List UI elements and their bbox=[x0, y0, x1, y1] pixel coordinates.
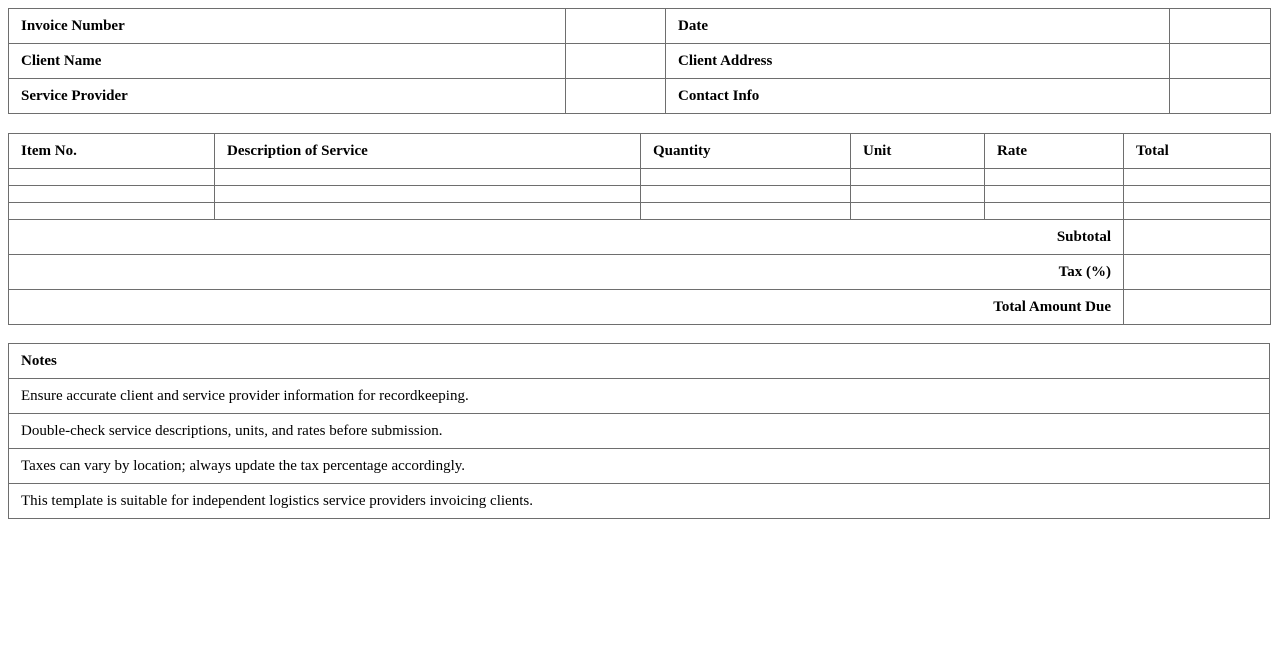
invoice-number-value[interactable] bbox=[566, 9, 666, 44]
total-cell[interactable] bbox=[1124, 186, 1271, 203]
tax-value[interactable] bbox=[1124, 255, 1271, 290]
date-value[interactable] bbox=[1170, 9, 1271, 44]
client-address-label: Client Address bbox=[666, 44, 1170, 79]
info-row-service-provider bbox=[9, 79, 1271, 114]
tax-row bbox=[9, 255, 1271, 290]
rate-cell[interactable] bbox=[985, 169, 1124, 186]
invoice-document bbox=[8, 8, 1270, 519]
client-address-value[interactable] bbox=[1170, 44, 1271, 79]
description-cell[interactable] bbox=[215, 203, 641, 220]
unit-cell[interactable] bbox=[851, 186, 985, 203]
quantity-cell[interactable] bbox=[641, 169, 851, 186]
header-unit: Unit bbox=[851, 134, 985, 169]
total-cell[interactable] bbox=[1124, 203, 1271, 220]
service-provider-value[interactable] bbox=[566, 79, 666, 114]
item-no-cell[interactable] bbox=[9, 203, 215, 220]
client-name-value[interactable] bbox=[566, 44, 666, 79]
line-items-table bbox=[8, 133, 1271, 325]
table-row bbox=[9, 186, 1271, 203]
notes-header-row bbox=[9, 344, 1270, 379]
item-no-cell[interactable] bbox=[9, 169, 215, 186]
quantity-cell[interactable] bbox=[641, 203, 851, 220]
list-item bbox=[9, 414, 1270, 449]
line-items-header-row bbox=[9, 134, 1271, 169]
header-rate: Rate bbox=[985, 134, 1124, 169]
item-no-cell[interactable] bbox=[9, 186, 215, 203]
total-cell[interactable] bbox=[1124, 169, 1271, 186]
description-cell[interactable] bbox=[215, 186, 641, 203]
header-description: Description of Service bbox=[215, 134, 641, 169]
unit-cell[interactable] bbox=[851, 169, 985, 186]
description-cell[interactable] bbox=[215, 169, 641, 186]
tax-label: Tax (%) bbox=[9, 255, 1124, 290]
contact-info-value[interactable] bbox=[1170, 79, 1271, 114]
notes-table bbox=[8, 343, 1270, 519]
subtotal-row bbox=[9, 220, 1271, 255]
subtotal-value[interactable] bbox=[1124, 220, 1271, 255]
notes-title: Notes bbox=[9, 344, 1270, 379]
table-row bbox=[9, 169, 1271, 186]
total-amount-due-label: Total Amount Due bbox=[9, 290, 1124, 325]
info-row-client-name bbox=[9, 44, 1271, 79]
total-amount-due-row bbox=[9, 290, 1271, 325]
contact-info-label: Contact Info bbox=[666, 79, 1170, 114]
list-item bbox=[9, 379, 1270, 414]
rate-cell[interactable] bbox=[985, 186, 1124, 203]
total-amount-due-value[interactable] bbox=[1124, 290, 1271, 325]
list-item bbox=[9, 484, 1270, 519]
service-provider-label: Service Provider bbox=[9, 79, 566, 114]
invoice-number-label: Invoice Number bbox=[9, 9, 566, 44]
quantity-cell[interactable] bbox=[641, 186, 851, 203]
list-item bbox=[9, 449, 1270, 484]
header-item-no: Item No. bbox=[9, 134, 215, 169]
invoice-info-table bbox=[8, 8, 1271, 114]
note-line: Double-check service descriptions, units, and rates before submission. bbox=[9, 414, 1270, 449]
date-label: Date bbox=[666, 9, 1170, 44]
note-line: Taxes can vary by location; always update the tax percentage accordingly. bbox=[9, 449, 1270, 484]
info-row-invoice-number bbox=[9, 9, 1271, 44]
rate-cell[interactable] bbox=[985, 203, 1124, 220]
note-line: Ensure accurate client and service provider information for recordkeeping. bbox=[9, 379, 1270, 414]
note-line: This template is suitable for independent logistics service providers invoicing clients. bbox=[9, 484, 1270, 519]
subtotal-label: Subtotal bbox=[9, 220, 1124, 255]
header-total: Total bbox=[1124, 134, 1271, 169]
client-name-label: Client Name bbox=[9, 44, 566, 79]
unit-cell[interactable] bbox=[851, 203, 985, 220]
table-row bbox=[9, 203, 1271, 220]
header-quantity: Quantity bbox=[641, 134, 851, 169]
